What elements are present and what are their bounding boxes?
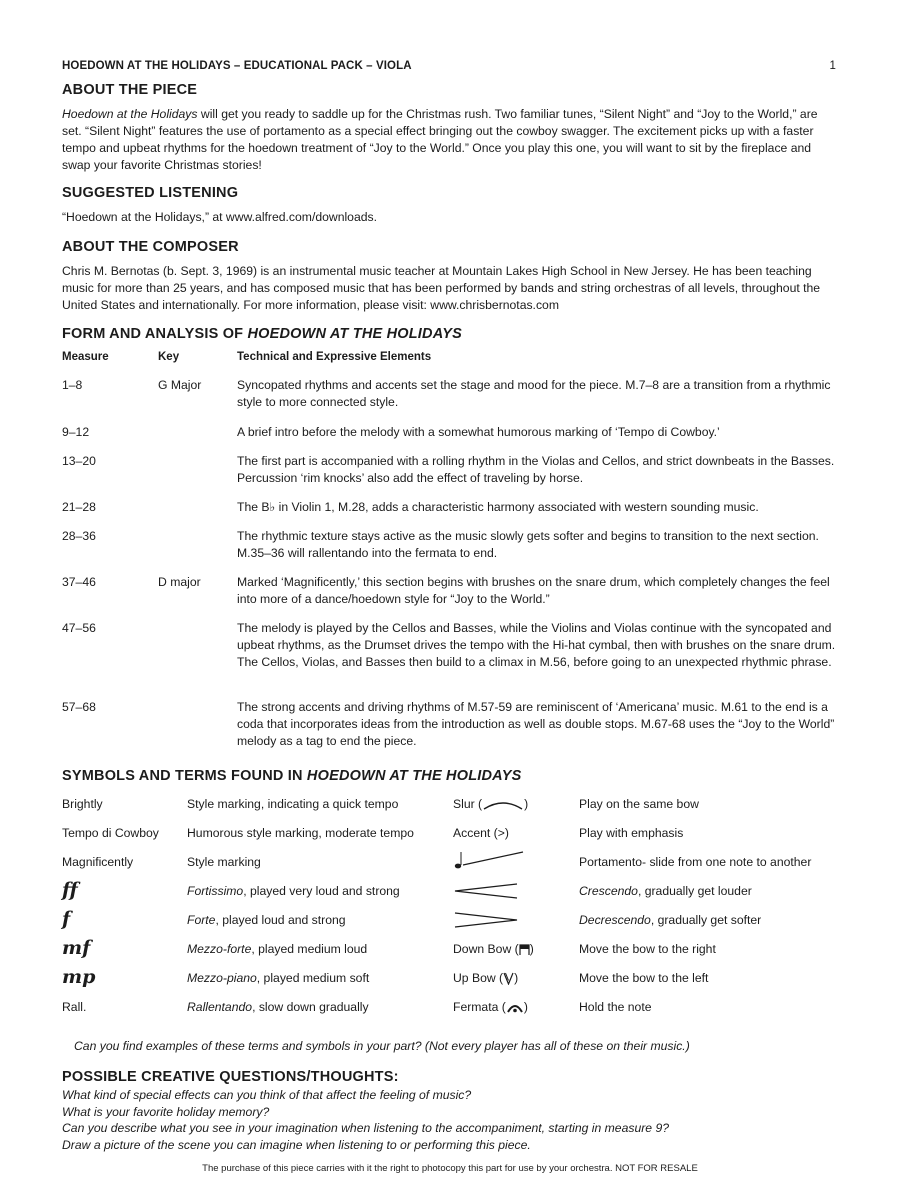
dynamic-mp: mp [62, 966, 96, 988]
term: Tempo di Cowboy [62, 826, 159, 840]
column-header-elements: Technical and Expressive Elements [237, 351, 432, 363]
symbols-heading-title: HOEDOWN AT THE HOLIDAYS [306, 768, 522, 784]
symbol-label: Fermata ( [453, 1000, 506, 1014]
description-text: , played medium soft [256, 971, 370, 985]
listening-heading: SUGGESTED LISTENING [62, 185, 239, 201]
description-text: Humorous style marking, moderate tempo [187, 826, 414, 840]
row-text: The B♭ in Violin 1, M.28, adds a characteristic harmony associated with western sounding music. [237, 500, 759, 514]
meaning-italic: Crescendo [579, 884, 638, 898]
term-description [187, 826, 414, 840]
questions-heading: POSSIBLE CREATIVE QUESTIONS/THOUGHTS: [62, 1069, 399, 1085]
about-piece-heading: ABOUT THE PIECE [62, 82, 198, 98]
row-text: The strong accents and driving rhythms of M.57-59 are reminiscent of ‘Americana’ music. M.61 to the end is a coda that incorporates ideas from the introduction as well as double stops. M.67-68 uses the “Joy to the World” melody as a tag to end the piece. [237, 700, 835, 748]
up-bow-icon [503, 972, 514, 985]
description-text: , played loud and strong [215, 913, 346, 927]
term-description [187, 971, 369, 985]
symbol [453, 942, 534, 956]
symbol-meaning: Move the bow to the left [579, 971, 709, 985]
row-text: Marked ‘Magnificently,’ this section begins with brushes on the snare drum, which completely changes the feel into more of a dance/hoedown style for “Joy to the World.” [237, 575, 830, 606]
decrescendo-icon [453, 911, 519, 929]
meaning-text: , gradually get louder [637, 884, 752, 898]
description-italic: Fortissimo [187, 884, 244, 898]
row-text: Syncopated rhythms and accents set the stage and mood for the piece. M.7–8 are a transition from a rhythmic style to more connected style. [237, 378, 831, 409]
list-item: Draw a picture of the scene you can imagine when listening to or performing this piece. [62, 1137, 531, 1152]
dynamic-mf: mf [62, 937, 91, 959]
about-piece-text [62, 106, 838, 174]
symbol [453, 884, 519, 905]
piece-title-italic: Hoedown at the Holidays [62, 107, 198, 121]
table-row [62, 908, 838, 935]
row-key: G Major [158, 378, 202, 392]
table-row [62, 855, 838, 877]
symbol-meaning [579, 884, 752, 898]
row-text: The first part is accompanied with a rolling rhythm in the Violas and Cellos, and strict downbeats in the Basses. Percussion ‘rim knocks’ also add the effect of traveling by horse. [237, 454, 835, 485]
composer-text: Chris M. Bernotas (b. Sept. 3, 1969) is an instrumental music teacher at Mountain Lakes High School in New Jersey. He has been teaching music for more than 25 years, and has composed music that has been performed by bands and string orchestras of all levels, throughout the United States and internationally. For more information, please visit: www.chrisbernotas.com [62, 264, 821, 312]
row-measure: 13–20 [62, 454, 96, 468]
term-description [187, 797, 398, 811]
symbol [453, 913, 519, 934]
term-description [187, 1000, 369, 1014]
about-piece-body: will get you ready to saddle up for the Christmas rush. Two familiar tunes, “Silent Night” and “Joy to the World,” are set. “Silent Night” features the use of portamento as a special effect bringing out the cowboy swagger. The excitement picks up with a faster tempo and upbeat rhythms for the hoedown treatment of “Joy to the World.” Once you play this one, you will want to sit by the fireplace and swap your favorite Christmas stories! [62, 107, 818, 172]
questions-list [62, 1087, 669, 1153]
description-text: , slow down gradually [252, 1000, 369, 1014]
term-description [187, 855, 261, 869]
dynamic-ff: ff [62, 879, 78, 901]
meaning-italic: Decrescendo [579, 913, 651, 927]
form-heading-title: HOEDOWN AT THE HOLIDAYS [247, 326, 463, 342]
table-row [62, 937, 838, 964]
list-item: What kind of special effects can you think of that affect the feeling of music? [62, 1088, 472, 1102]
row-measure: 37–46 [62, 575, 96, 589]
page-header [62, 60, 838, 72]
symbol-label-end: ) [514, 971, 519, 985]
term: Rall. [62, 1000, 87, 1014]
symbol-meaning: Hold the note [579, 1000, 652, 1014]
row-key: D major [158, 575, 201, 589]
symbol [453, 971, 518, 985]
term-description [187, 913, 346, 927]
row-measure: 28–36 [62, 529, 96, 543]
description-text: Style marking, indicating a quick tempo [187, 797, 399, 811]
symbol-label: Slur ( [453, 797, 483, 811]
down-bow-icon [519, 944, 530, 956]
description-italic: Mezzo-forte [187, 942, 252, 956]
symbol [453, 1000, 528, 1014]
table-row [62, 1000, 838, 1022]
row-measure: 9–12 [62, 425, 90, 439]
term: Brightly [62, 797, 103, 811]
form-heading-prefix: FORM AND ANALYSIS OF [62, 326, 248, 342]
description-italic: Mezzo-piano [187, 971, 257, 985]
row-measure: 47–56 [62, 621, 96, 635]
meaning-text: , gradually get softer [650, 913, 762, 927]
table-row [62, 879, 838, 906]
listening-text: “Hoedown at the Holidays,” at www.alfred.com/downloads. [62, 210, 377, 224]
symbol [453, 855, 525, 880]
slur-icon [482, 799, 524, 811]
symbol-label: Up Bow ( [453, 971, 504, 985]
symbols-heading [62, 768, 522, 784]
table-row [62, 826, 838, 848]
symbol-meaning: Play on the same bow [579, 797, 699, 811]
term: Magnificently [62, 855, 134, 869]
symbol-label-end: ) [529, 942, 534, 956]
description-italic: Rallentando [187, 1000, 253, 1014]
list-item: Can you describe what you see in your imagination when listening to the accompaniment, starting in measure 9? [62, 1121, 670, 1135]
symbol-label: Down Bow ( [453, 942, 519, 956]
symbol-meaning: Portamento- slide from one note to another [579, 855, 812, 869]
crescendo-icon [453, 882, 519, 900]
term-description [187, 884, 400, 898]
form-heading [62, 326, 462, 342]
table-row [62, 797, 838, 819]
row-text: A brief intro before the melody with a somewhat humorous marking of ‘Tempo di Cowboy.’ [237, 425, 720, 439]
description-italic: Forte [187, 913, 216, 927]
composer-heading: ABOUT THE COMPOSER [62, 239, 239, 255]
symbol-meaning: Play with emphasis [579, 826, 684, 840]
dynamic-f: f [62, 908, 71, 930]
page-number: 1 [829, 60, 836, 72]
column-header-measure: Measure [62, 351, 109, 363]
row-text: The melody is played by the Cellos and Basses, while the Violins and Violas continue with the syncopated and upbeat rhythms, as the Drumset drives the tempo with the Hi-hat cymbal, then with brushes on the snare drum. The Cellos, Violas, and Basses then build to a climax in M.56, before going to an unexpected rhythmic phrase. [237, 621, 836, 669]
row-measure: 1–8 [62, 378, 83, 392]
symbol-meaning [579, 913, 761, 927]
page-footer: The purchase of this piece carries with it the right to photocopy this part for use by your orchestra. NOT FOR RESALE [202, 1163, 698, 1174]
row-measure: 21–28 [62, 500, 96, 514]
symbol-label-end: ) [523, 1000, 528, 1014]
description-text: , played very loud and strong [243, 884, 400, 898]
description-text: Style marking [187, 855, 261, 869]
table-row [62, 966, 838, 993]
symbol [453, 797, 528, 811]
symbols-heading-prefix: SYMBOLS AND TERMS FOUND IN [62, 768, 307, 784]
portamento-icon [453, 849, 525, 871]
row-measure: 57–68 [62, 700, 96, 714]
row-text: The rhythmic texture stays active as the music slowly gets softer and begins to transition to the next section. M.35–36 will rallentando into the fermata to end. [237, 529, 819, 560]
symbols-note: Can you find examples of these terms and symbols in your part? (Not every player has all of these on their music.) [74, 1039, 690, 1053]
symbol-label-end: ) [524, 797, 529, 811]
term-description [187, 942, 367, 956]
header-title: HOEDOWN AT THE HOLIDAYS – EDUCATIONAL PACK – VIOLA [62, 60, 412, 72]
description-text: , played medium loud [251, 942, 368, 956]
symbol-meaning: Move the bow to the right [579, 942, 716, 956]
column-header-key: Key [158, 351, 180, 363]
fermata-icon [506, 1002, 524, 1014]
list-item: What is your favorite holiday memory? [62, 1104, 270, 1119]
symbol: Accent (>) [453, 826, 509, 840]
